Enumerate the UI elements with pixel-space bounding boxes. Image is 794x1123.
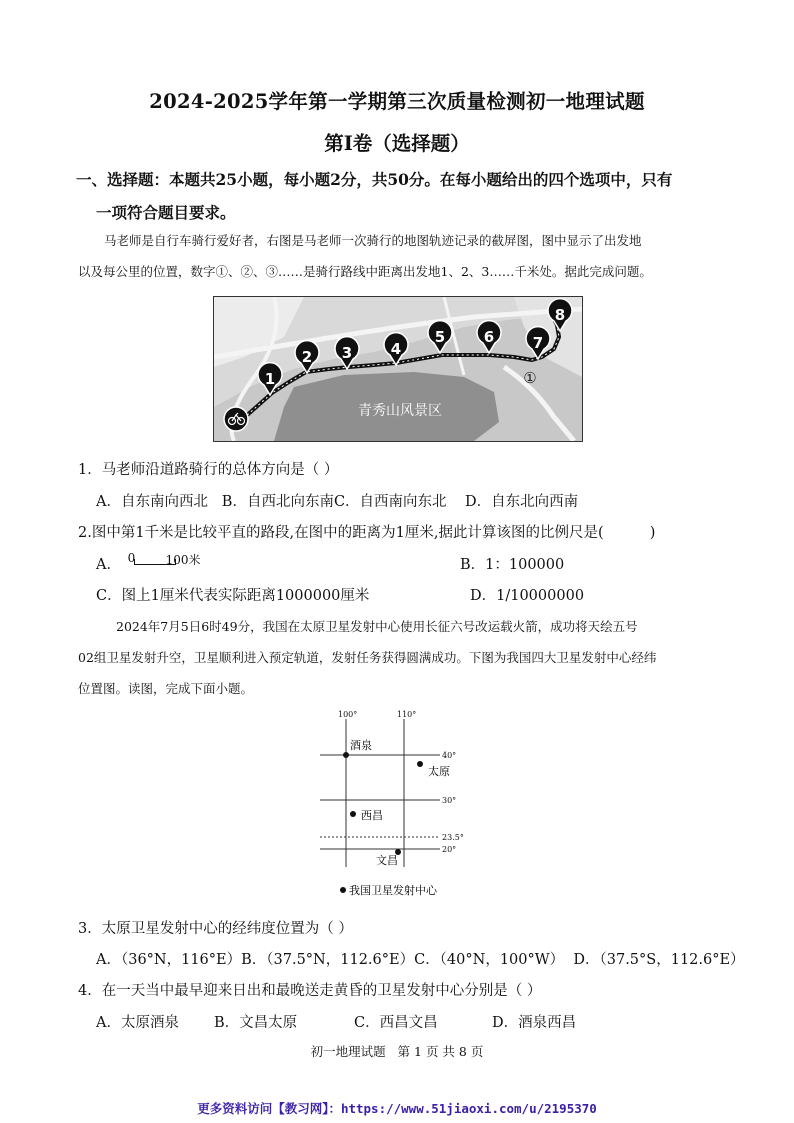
q1-options: A．自东南向西北 B．自西北向东南C．自西南向东北 D．自东北向西南: [96, 494, 579, 510]
q2-option-d: D．1/10000000: [470, 588, 585, 604]
page-footer: 初一地理试题 第 1 页 共 8 页: [310, 1044, 484, 1059]
scenic-area-label: 青秀山风景区: [358, 403, 442, 419]
svg-text:6: 6: [483, 328, 495, 346]
scale-end: 100米: [165, 553, 201, 567]
svg-text:5: 5: [434, 328, 446, 346]
exam-subtitle: 第Ⅰ卷（选择题）: [324, 132, 470, 155]
jiuquan-point: [343, 752, 349, 758]
source-link[interactable]: 更多资料访问【教习网】：https://www.51jiaoxi.com/u/2195370: [197, 1101, 597, 1116]
km-marker-6: [477, 321, 501, 353]
lon-100-label: 100°: [338, 710, 358, 719]
q1-stem: 1．马老师沿道路骑行的总体方向是（ ）: [78, 462, 339, 478]
q2-option-b: B．1：100000: [460, 557, 565, 573]
q2-option-a-prefix: A．: [96, 557, 121, 573]
svg-text:4: 4: [390, 340, 402, 358]
passage-2-line-2: 02组卫星发射升空，卫星顺利进入预定轨道，发射任务获得圆满成功。下图为我国四大卫星发射中心经纬: [78, 650, 657, 665]
taiyuan-label: 太原: [428, 765, 450, 778]
legend-label: 我国卫星发射中心: [349, 884, 437, 897]
passage-2-line-3: 位置图。读图，完成下面小题。: [78, 681, 254, 696]
launch-map-svg: [318, 707, 478, 897]
km-marker-3: [335, 337, 359, 369]
jiuquan-label: 酒泉: [350, 739, 372, 752]
q3-options: A．（36°N，116°E）B．（37.5°N，112.6°E）C．（40°N，100°W） D．（37.5°S，112.6°E）: [96, 952, 745, 968]
scale-start: 0: [127, 551, 136, 565]
lat-30-label: 30°: [442, 796, 457, 805]
q3-stem: 3．太原卫星发射中心的经纬度位置为（ ）: [78, 921, 353, 937]
km-marker-2: [295, 341, 319, 373]
legend-point: [340, 887, 346, 893]
passage-1-line-1: 马老师是自行车骑行爱好者，右图是马老师一次骑行的地图轨迹记录的截屏图，图中显示了出发地: [104, 233, 642, 248]
xichang-label: 西昌: [361, 809, 383, 822]
section-instruction: [76, 163, 736, 229]
q4-option-d: D．酒泉西昌: [492, 1015, 577, 1031]
q4-option-b: B．文昌太原: [214, 1015, 298, 1031]
cycling-route-map: [213, 296, 583, 442]
bicycle-icon: [224, 407, 248, 431]
circle-one-label: ①: [523, 369, 537, 387]
lat-20-label: 20°: [442, 845, 457, 854]
route-map-svg: [214, 297, 582, 441]
q2-option-c: C．图上1厘米代表实际距离1000000厘米: [96, 588, 370, 604]
q4-stem: 4．在一天当中最早迎来日出和最晚送走黄昏的卫星发射中心分别是（ ）: [78, 983, 542, 999]
svg-text:8: 8: [554, 306, 566, 324]
svg-text:3: 3: [341, 344, 353, 362]
q4-option-a: A．太原酒泉: [96, 1015, 179, 1031]
q2-option-a: [96, 553, 216, 574]
scale-bar: [126, 553, 216, 571]
q2-stem: 2.图中第1千米是比较平直的路段,在图中的距离为1厘米,据此计算该图的比例尺是( ): [78, 525, 656, 541]
lat-23-5-label: 23.5°: [442, 833, 464, 842]
svg-text:1: 1: [264, 370, 276, 388]
km-marker-5: [428, 321, 452, 353]
section-line-1: 一、选择题：本题共25小题，每小题2分，共50分。在每小题给出的四个选项中，只有: [76, 170, 673, 189]
xichang-point: [350, 811, 356, 817]
lon-110-label: 110°: [397, 710, 417, 719]
q4-option-c: C．西昌文昌: [354, 1015, 438, 1031]
lat-40-label: 40°: [442, 751, 457, 760]
passage-2-line-1: 2024年7月5日6时49分，我国在太原卫星发射中心使用长征六号改运载火箭，成功将天绘五号: [116, 619, 638, 634]
wenchang-label: 文昌: [376, 854, 398, 867]
svg-text:2: 2: [301, 348, 313, 366]
svg-text:7: 7: [532, 334, 544, 352]
passage-1-line-2: 以及每公里的位置，数字①、②、③……是骑行路线中距离出发地1、2、3……千米处。据此完成问题。: [78, 264, 652, 279]
exam-title: 2024-2025学年第一学期第三次质量检测初一地理试题: [149, 90, 645, 113]
section-line-2: 一项符合题目要求。: [96, 203, 236, 222]
launch-centers-map: [318, 707, 478, 897]
taiyuan-point: [417, 761, 423, 767]
